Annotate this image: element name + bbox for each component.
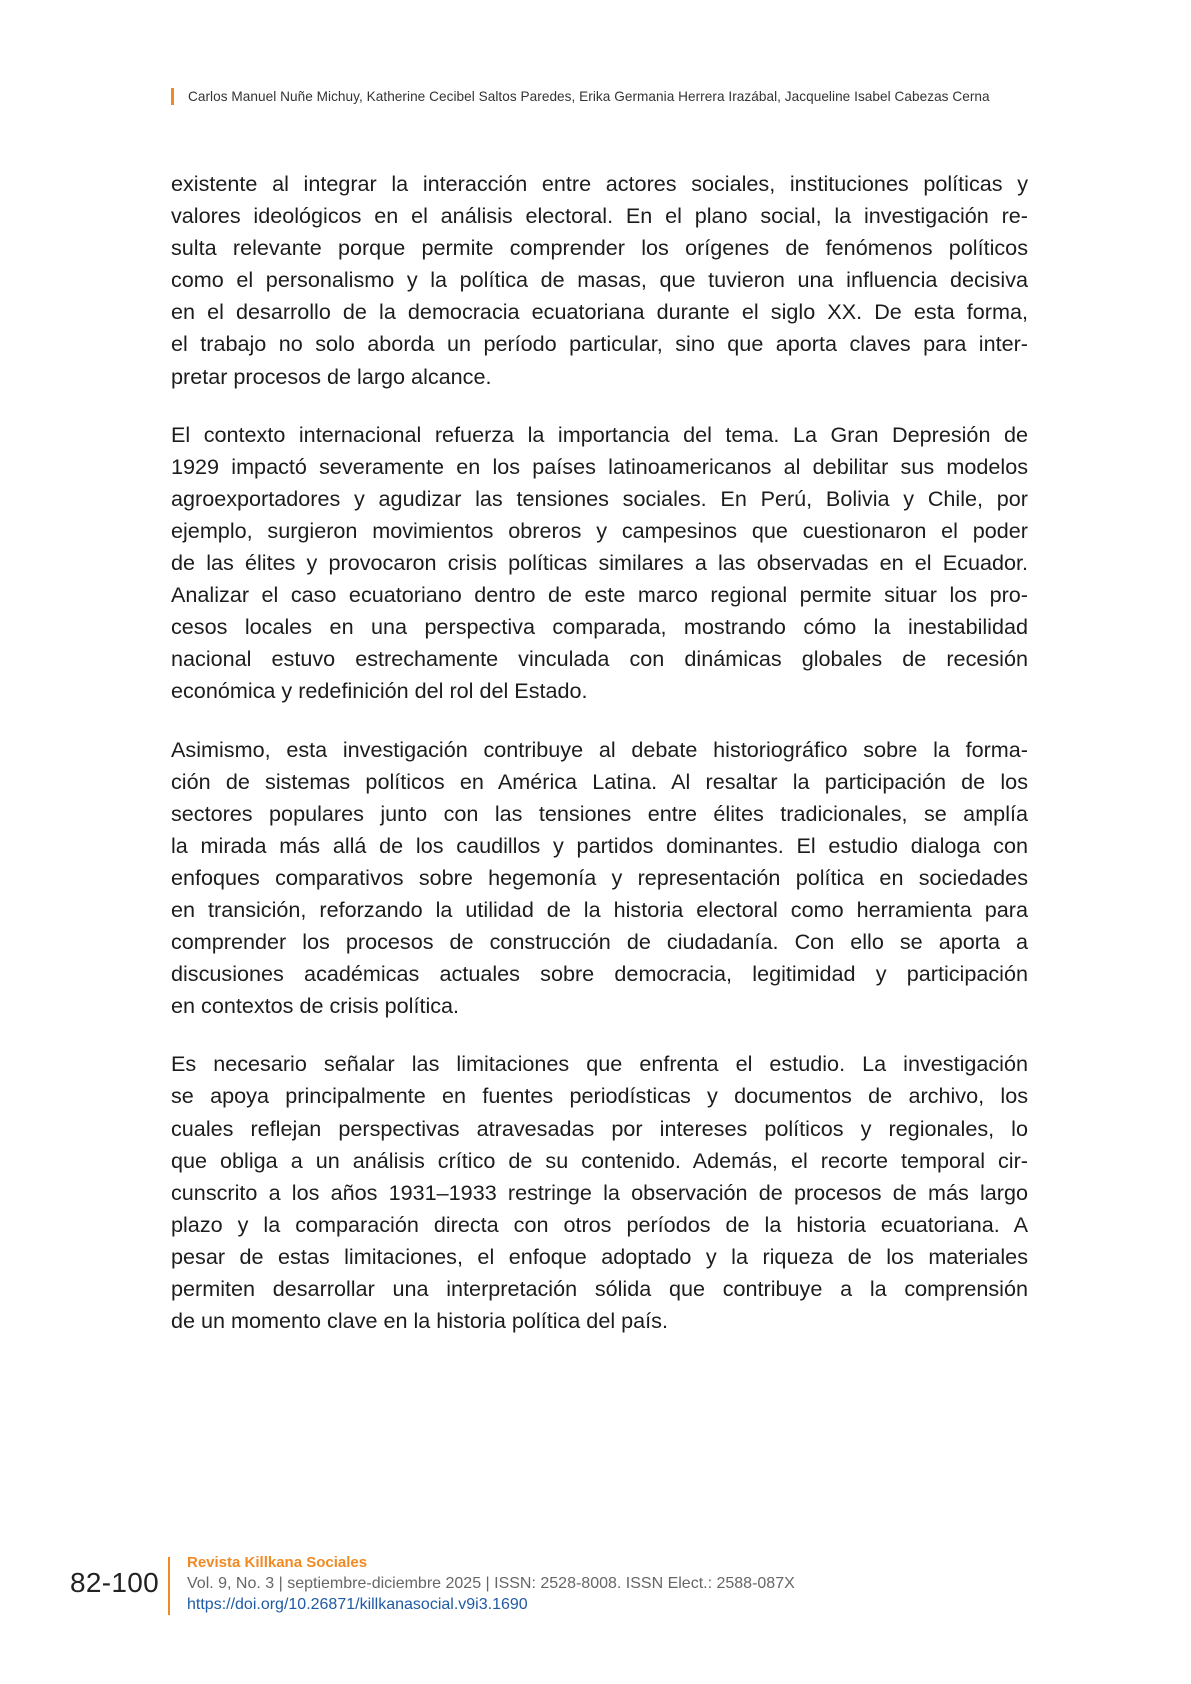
paragraph <box>171 168 1028 393</box>
paragraph <box>171 1048 1028 1337</box>
footer-accent-bar <box>168 1557 170 1615</box>
header-authors: Carlos Manuel Nuñe Michuy, Katherine Cecibel Saltos Paredes, Erika Germania Herrera Irazábal, Jacqueline Isabel Cabezas Cerna <box>188 88 990 104</box>
text-line: pretar procesos de largo alcance. <box>171 363 492 389</box>
text-line: ejemplo, surgieron movimientos obreros y campesinos que cuestionaron el poder <box>171 517 1028 543</box>
text-line: Es necesario señalar las limitaciones que enfrenta el estudio. La investigación <box>171 1051 1028 1077</box>
text-line: ción de sistemas políticos en América Latina. Al resaltar la participación de los <box>171 768 1028 794</box>
text-line: en transición, reforzando la utilidad de la historia electoral como herramienta para <box>171 896 1028 922</box>
text-line: como el personalismo y la política de masas, que tuvieron una influencia decisiva <box>171 267 1028 293</box>
text-line: discusiones académicas actuales sobre democracia, legitimidad y participación <box>171 961 1028 987</box>
text-line: comprender los procesos de construcción de ciudadanía. Con ello se aporta a <box>171 929 1028 955</box>
text-line: la mirada más allá de los caudillos y partidos dominantes. El estudio dialoga con <box>171 832 1028 858</box>
footer-info <box>187 1553 795 1615</box>
text-line: sectores populares junto con las tensiones entre élites tradicionales, se amplía <box>171 800 1028 826</box>
text-line: se apoya principalmente en fuentes periodísticas y documentos de archivo, los <box>171 1083 1028 1109</box>
text-line: pesar de estas limitaciones, el enfoque adoptado y la riqueza de los materiales <box>171 1243 1028 1269</box>
paragraph <box>171 734 1028 1023</box>
issue-info: Vol. 9, No. 3 | septiembre-diciembre 2025 | ISSN: 2528-8008. ISSN Elect.: 2588-087X <box>187 1575 795 1592</box>
text-line: en contextos de crisis política. <box>171 993 460 1019</box>
text-line: nacional estuvo estrechamente vinculada con dinámicas globales de recesión <box>171 646 1028 672</box>
text-line: existente al integrar la interacción entre actores sociales, instituciones políticas y <box>171 171 1028 196</box>
page-range: 82-100 <box>70 1567 159 1598</box>
text-line: permiten desarrollar una interpretación sólida que contribuye a la comprensión <box>171 1276 1028 1301</box>
text-line: valores ideológicos en el análisis electoral. En el plano social, la investigación re- <box>171 203 1028 229</box>
text-line: de las élites y provocaron crisis políticas similares a las observadas en el Ecuador. <box>171 550 1028 576</box>
text-line: Analizar el caso ecuatoriano dentro de este marco regional permite situar los pro- <box>171 582 1028 608</box>
text-line: plazo y la comparación directa con otros períodos de la historia ecuatoriana. A <box>171 1211 1028 1237</box>
text-line: Asimismo, esta investigación contribuye al debate historiográfico sobre la forma- <box>171 736 1028 762</box>
text-line: enfoques comparativos sobre hegemonía y representación política en sociedades <box>171 864 1028 890</box>
article-body <box>171 168 1028 1363</box>
header-accent-bar <box>171 88 174 105</box>
page-footer <box>70 1553 970 1619</box>
journal-name: Revista Killkana Sociales <box>187 1554 368 1571</box>
doi-link[interactable]: https://doi.org/10.26871/killkanasocial.v9i3.1690 <box>187 1596 528 1613</box>
running-header <box>171 86 1071 106</box>
text-line: sulta relevante porque permite comprender los orígenes de fenómenos políticos <box>171 235 1028 261</box>
text-line: agroexportadores y agudizar las tensiones sociales. En Perú, Bolivia y Chile, por <box>171 485 1028 511</box>
text-line: que obliga a un análisis crítico de su contenido. Además, el recorte temporal cir- <box>171 1147 1028 1173</box>
text-line: cuales reflejan perspectivas atravesadas por intereses políticos y regionales, lo <box>171 1115 1028 1141</box>
text-line: económica y redefinición del rol del Estado. <box>171 678 588 704</box>
text-line: 1929 impactó severamente en los países latinoamericanos al debilitar sus modelos <box>171 453 1028 479</box>
text-line: en el desarrollo de la democracia ecuatoriana durante el siglo XX. De esta forma, <box>171 299 1028 325</box>
paragraph <box>171 419 1028 708</box>
text-line: de un momento clave en la historia política del país. <box>171 1308 668 1334</box>
text-line: El contexto internacional refuerza la importancia del tema. La Gran Depresión de <box>171 421 1028 447</box>
text-line: cunscrito a los años 1931–1933 restringe la observación de procesos de más largo <box>171 1179 1028 1205</box>
text-line: el trabajo no solo aborda un período particular, sino que aporta claves para inter- <box>171 331 1028 357</box>
text-line: cesos locales en una perspectiva comparada, mostrando cómo la inestabilidad <box>171 614 1028 640</box>
